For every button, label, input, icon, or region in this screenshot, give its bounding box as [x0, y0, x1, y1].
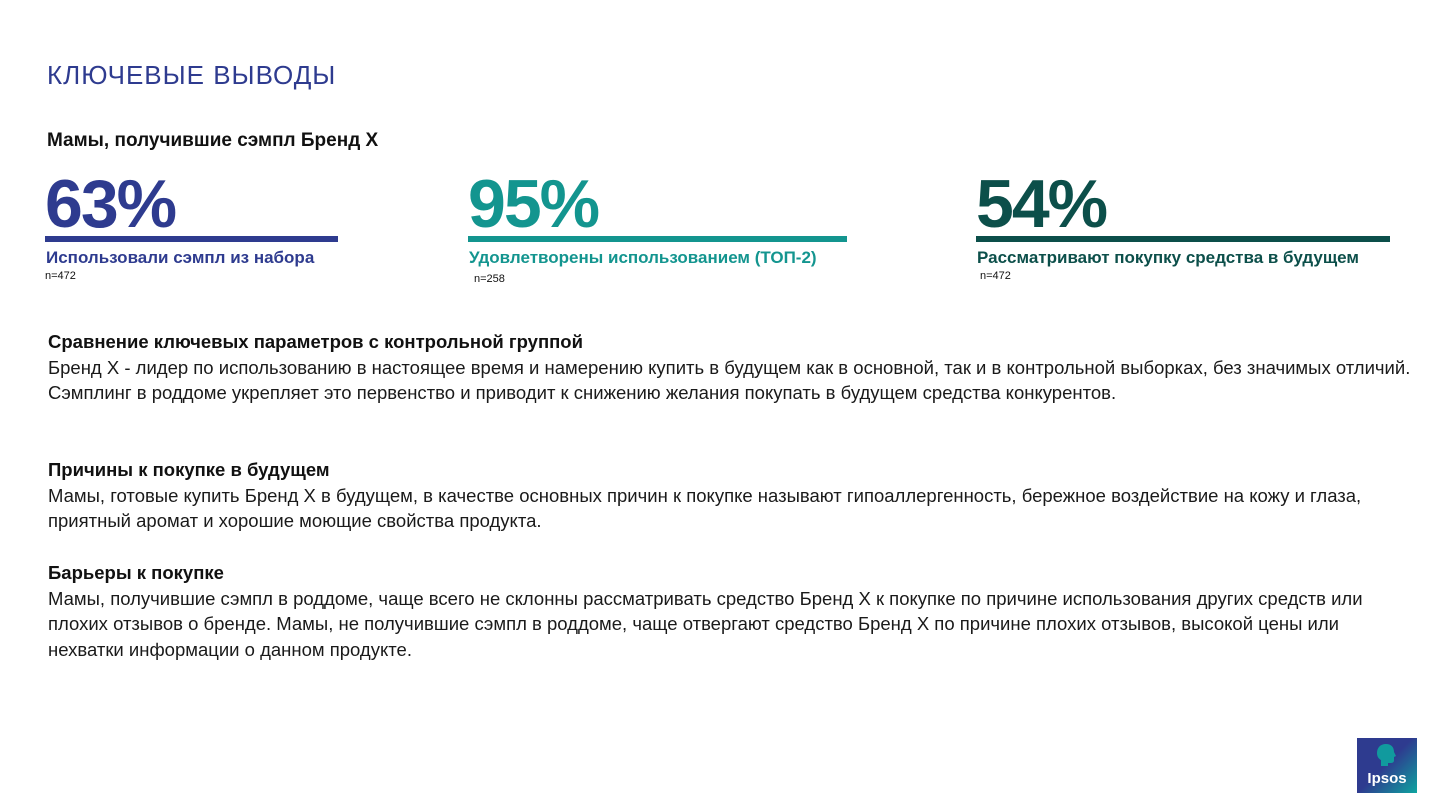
- section-heading: Барьеры к покупке: [48, 562, 224, 583]
- ipsos-logo: [1357, 738, 1417, 793]
- kpi-purchase-intent: [976, 166, 1390, 282]
- section-barriers: [48, 560, 1418, 662]
- section-text: Бренд Х - лидер по использованию в настоящее время и намерению купить в будущем как в основной, так и в контрольной выборках, без значимых отличий. Сэмплинг в роддоме укрепляет это первенство и приводит к снижению желания покупать в будущем средства конкурентов.: [48, 356, 1411, 403]
- section-reasons: [48, 457, 1418, 534]
- section-text: Мамы, готовые купить Бренд Х в будущем, в качестве основных причин к покупке называют гипоаллергенность, бережное воздействие на кожу и глаза, приятный аромат и хорошие моющие свойства продукта.: [48, 484, 1362, 531]
- kpi-satisfied: [468, 166, 847, 285]
- section-comparison: [48, 329, 1418, 406]
- page-title: КЛЮЧЕВЫЕ ВЫВОДЫ: [47, 60, 337, 90]
- kpi-label: Рассматривают покупку средства в будущем: [977, 248, 1359, 267]
- kpi-label: Использовали сэмпл из набора: [46, 248, 315, 267]
- kpi-sample-size: n=472: [45, 270, 76, 282]
- kpi-sample-size: n=472: [980, 270, 1011, 282]
- section-heading: Причины к покупке в будущем: [48, 459, 330, 480]
- kpi-value: 54%: [976, 166, 1107, 242]
- ipsos-logo-text: Ipsos: [1367, 770, 1407, 787]
- kpi-used-sample: [45, 166, 338, 282]
- ipsos-head-icon: [1375, 743, 1397, 767]
- kpi-sample-size: n=258: [474, 273, 505, 285]
- kpi-label: Удовлетворены использованием (ТОП-2): [469, 248, 817, 267]
- section-heading: Сравнение ключевых параметров с контрольной группой: [48, 331, 583, 352]
- kpi-value: 95%: [468, 166, 599, 242]
- kpi-value: 63%: [45, 166, 176, 242]
- kpi-subtitle: Мамы, получившие сэмпл Бренд Х: [47, 130, 379, 151]
- section-text: Мамы, получившие сэмпл в роддоме, чаще всего не склонны рассматривать средство Бренд Х к покупке по причине использования других средств или плохих отзывов о бренде. Мамы, не получившие сэмпл в роддоме, чаще отвергают средство Бренд Х по причине плохих отзывов, высокой цены или нехватки информации о данном продукте.: [48, 587, 1363, 660]
